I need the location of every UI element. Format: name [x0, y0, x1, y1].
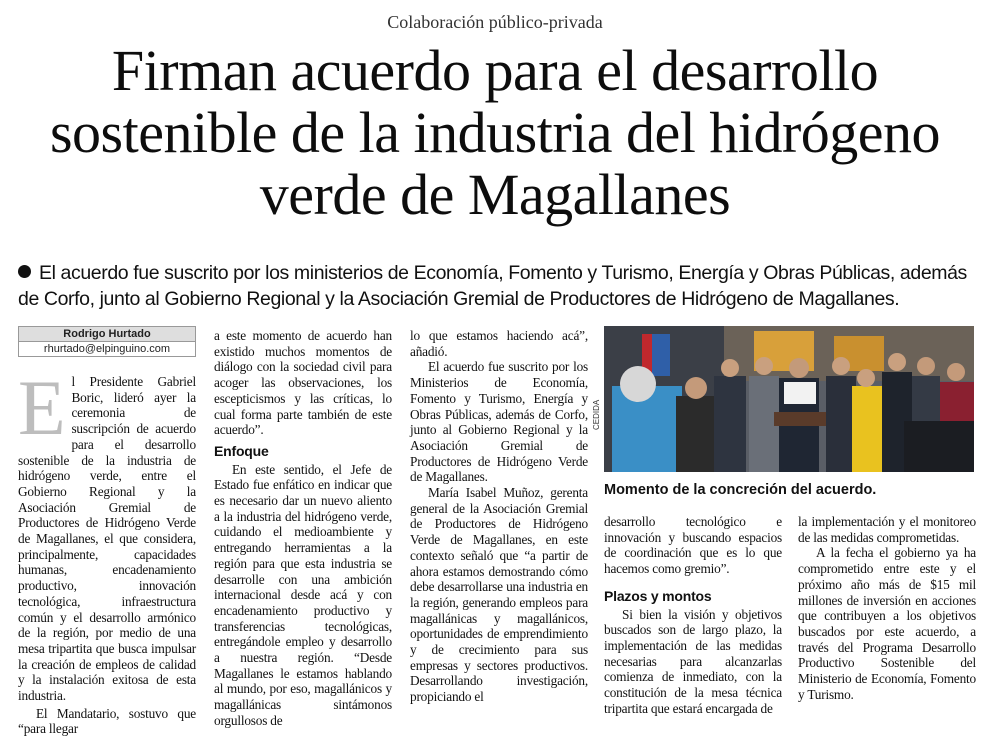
subheading-plazos: Plazos y montos: [604, 587, 712, 604]
article-paragraph-continued: desarrollo tecnológico e innovación y buscando espacios de coordinación que es lo que hacemos como gremio”.: [604, 514, 782, 577]
article-paragraph: El Mandatario, sostuvo que “para llegar: [18, 705, 196, 737]
article-photo: [604, 326, 974, 472]
article-paragraph-continued: lo que estamos haciendo acá”, añadió.: [410, 328, 588, 359]
photo-illustration: [604, 326, 974, 472]
article-paragraph-continued: la implementación y el monitoreo de las medidas comprometidas.: [798, 514, 976, 545]
article-column-5: [798, 514, 976, 702]
article-paragraph: Si bien la visión y objetivos buscados son de largo plazo, la implementación de las medidas necesarias para alcanzarlas comienza de inmediato, con la constitución de la mesa técnica tripartita que estará encargada de: [604, 606, 782, 716]
article-paragraph-continued: a este momento de acuerdo han existido muchos momentos de diálogo con la sociedad civil para acoger las observaciones, los escepticismos y las críticas, lo cual forma parte también de este acuerdo”.: [214, 328, 392, 438]
article-column-2: [214, 328, 392, 729]
article-paragraph: En este sentido, el Jefe de Estado fue enfático en indicar que es necesario dar un nuevo aliento a la industria del hidrógeno verde, cuidando el medioambiente y entregando herramientas a la región para que esta industria se desarrolle con una ambición internacional desde acá y con encadenamiento productivo y transferencias tecnológicas, entregándole empleo y desarrollo a nuestra región. “Desde Magallanes le estamos hablando al mundo, por eso, magallánicos y magallánicas sintámonos orgullosos de: [214, 461, 392, 728]
article-paragraph: El acuerdo fue suscrito por los Ministerios de Economía, Fomento y Turismo, Energía y Obras Públicas, además de Corfo, junto al Gobierno Regional y la Asociación Gremial de Productores de Hidrógeno Verde de Magallanes.: [410, 359, 588, 485]
headline: Firman acuerdo para el desarrollo sostenible de la industria del hidrógeno verde de Magallanes: [49, 38, 941, 227]
article-paragraph: El Presidente Gabriel Boric, lideró ayer la ceremonia de suscripción de acuerdo para el desarrollo sostenible de la industria de hidrógeno verde, entre el Gobierno Regional y la Asociación Gremial de Productores de Hidrógeno Verde de Magallanes, el que considera, principalmente, capacidades humanas, encadenamiento productivo, innovación tecnológica, infraestructura común y el desarrollo armónico de la región, por medio de una mesa tripartita que busca impulsar la creación de empleos de calidad y la instalación exitosa de esta industria.: [18, 364, 196, 704]
author-name: Rodrigo Hurtado: [18, 326, 196, 342]
author-email[interactable]: rhurtado@elpinguino.com: [18, 342, 196, 357]
article-column-1: [18, 364, 196, 737]
drop-cap: E: [18, 364, 66, 451]
subheading-enfoque: Enfoque: [214, 442, 269, 459]
article-paragraph: María Isabel Muñoz, gerenta general de la Asociación Gremial de Productores de Hidrógeno Verde de Magallanes, en este contexto señaló que “a partir de ahora estamos demostrando cómo debe desarrollarse una industria en la región, generando empleos para magallánicas y magallánicos, oportunidades de emprendimiento y de crecimiento para sus empresas y sectores productivos. Desarrollando investigación, propiciando el: [410, 485, 588, 705]
article-column-3: [410, 328, 588, 705]
bullet-icon: [18, 265, 31, 278]
lead-text: El acuerdo fue suscrito por los ministerios de Economía, Fomento y Turismo, Energía y Obras Públicas, además de Corfo, junto al Gobierno Regional y la Asociación Gremial de Productores de Hidrógeno de Magallanes.: [18, 262, 967, 310]
article-paragraph: A la fecha el gobierno ya ha comprometido entre este y el próximo año más de $15 mil millones de inversión en acciones que contribuyen a los objetivos buscados por este acuerdo, a través del Programa Desarrollo Productivo Sostenible del Ministerio de Economía, Fomento y Turismo.: [798, 545, 976, 702]
lead-paragraph: [18, 260, 978, 312]
section-kicker: Colaboración público-privada: [387, 12, 603, 32]
photo-credit: CEDIDA: [592, 399, 601, 430]
photo-caption: Momento de la concreción del acuerdo.: [604, 482, 877, 498]
byline: [18, 326, 196, 357]
article-column-4: [604, 514, 782, 716]
